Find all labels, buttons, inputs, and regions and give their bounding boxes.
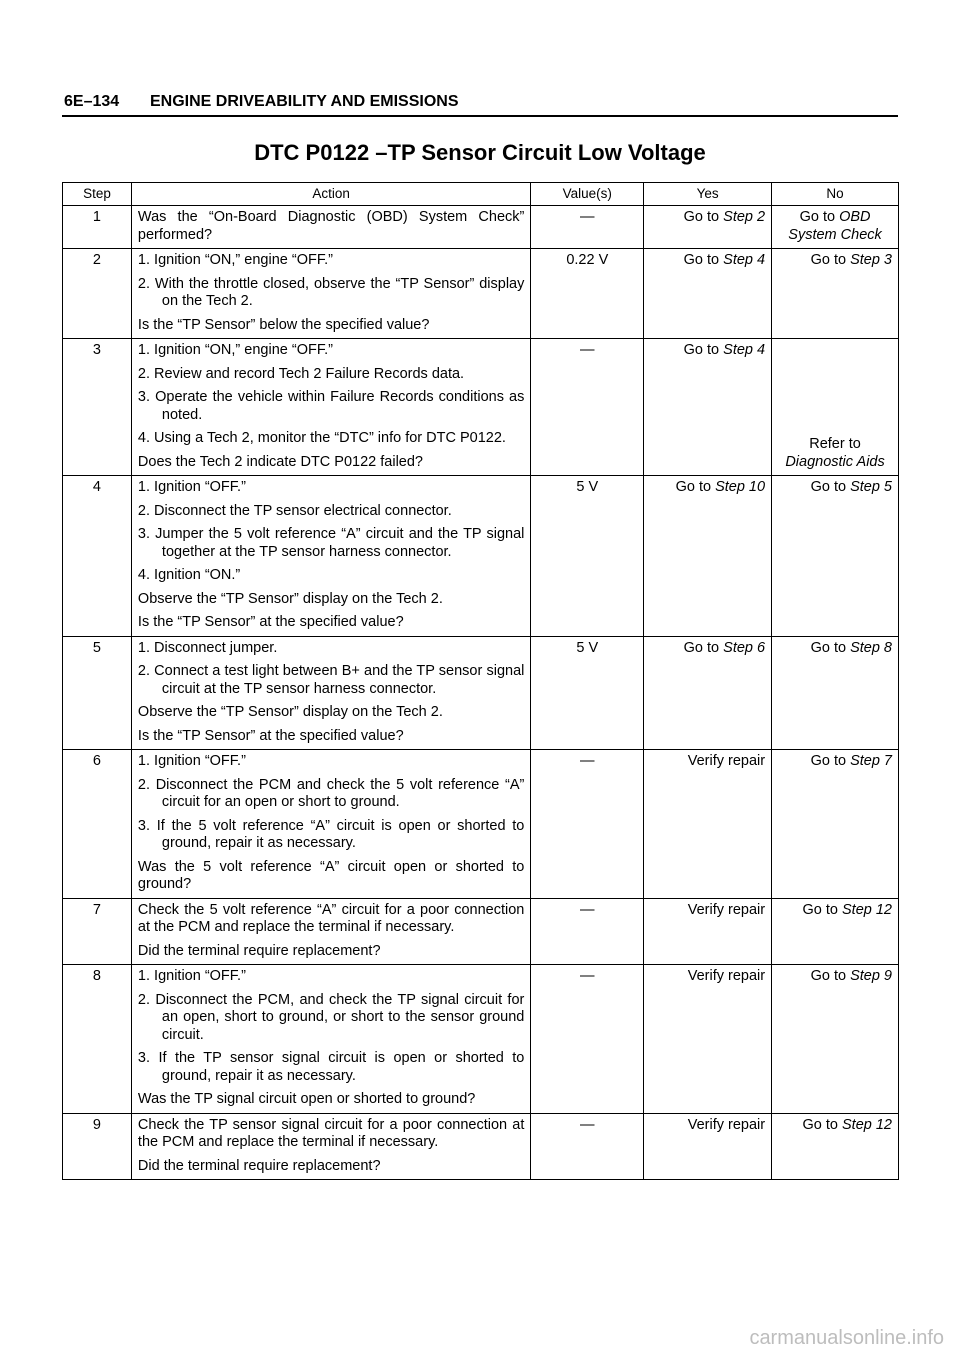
table-row xyxy=(63,206,899,249)
action-paragraph: Check the TP sensor signal circuit for a poor connection at the PCM and replace the terminal if necessary. xyxy=(137,1116,525,1150)
yes-cell xyxy=(644,636,772,750)
table-row xyxy=(63,750,899,899)
diagnostic-table xyxy=(62,182,899,1180)
yes-prefix: Go to xyxy=(683,639,720,656)
no-link[interactable]: Step 5 xyxy=(850,479,892,495)
no-cell xyxy=(772,1113,899,1180)
value-cell: — xyxy=(531,898,644,965)
table-header-row xyxy=(63,183,899,206)
col-no: No xyxy=(772,183,899,206)
action-note: Observe the “TP Sensor” display on the Tech 2. xyxy=(137,704,443,720)
no-link[interactable]: Step 12 xyxy=(842,1116,892,1133)
action-cell xyxy=(131,339,530,476)
yes-cell: Verify repair xyxy=(644,750,772,899)
action-cell xyxy=(131,1113,530,1180)
action-cell xyxy=(131,636,530,750)
no-cell xyxy=(772,206,899,249)
table-row xyxy=(63,636,899,750)
no-prefix: Go to xyxy=(799,209,836,225)
action-question: Was the 5 volt reference “A” circuit open or shorted to ground? xyxy=(137,858,525,892)
action-item: 2. Connect a test light between B+ and the TP sensor signal circuit at the TP sensor harness connector. xyxy=(137,663,525,697)
action-item: 2. Disconnect the TP sensor electrical connector. xyxy=(137,502,452,519)
action-cell xyxy=(131,249,530,339)
action-cell xyxy=(131,965,530,1114)
step-number: 9 xyxy=(63,1113,132,1180)
step-number: 5 xyxy=(63,636,132,750)
no-prefix: Go to xyxy=(810,252,847,268)
action-question: Does the Tech 2 indicate DTC P0122 failed? xyxy=(137,453,423,470)
no-prefix: Go to xyxy=(810,968,847,984)
value-cell: — xyxy=(531,965,644,1114)
action-item: 1. Ignition “OFF.” xyxy=(137,968,246,984)
table-row xyxy=(63,965,899,1114)
value-cell: — xyxy=(531,339,644,476)
page-header xyxy=(62,93,898,117)
step-number: 3 xyxy=(63,339,132,476)
step-number: 1 xyxy=(63,206,132,249)
no-prefix: Go to xyxy=(810,639,847,656)
no-link[interactable]: OBD System Check xyxy=(788,209,882,243)
step-number: 8 xyxy=(63,965,132,1114)
yes-link[interactable]: Step 4 xyxy=(723,342,766,358)
action-item: 2. With the throttle closed, observe the “TP Sensor” display on the Tech 2. xyxy=(137,275,525,309)
action-cell xyxy=(131,476,530,637)
action-item: 3. If the TP sensor signal circuit is open or shorted to ground, repair it as necessary. xyxy=(137,1050,525,1084)
table-row xyxy=(63,339,899,476)
yes-prefix: Go to xyxy=(675,479,712,495)
yes-cell: Verify repair xyxy=(644,898,772,965)
no-link[interactable]: Step 3 xyxy=(850,252,892,268)
action-item: 3. Operate the vehicle within Failure Records conditions as noted. xyxy=(137,389,525,423)
yes-cell xyxy=(644,206,772,249)
action-cell xyxy=(131,750,530,899)
no-prefix: Go to xyxy=(802,901,838,918)
no-cell xyxy=(772,898,899,965)
action-item: 2. Review and record Tech 2 Failure Records data. xyxy=(137,365,465,382)
action-item: 3. Jumper the 5 volt reference “A” circuit and the TP signal together at the TP sensor harness connector. xyxy=(137,526,525,560)
yes-prefix: Go to xyxy=(683,209,720,225)
watermark: carmanualsonline.info xyxy=(749,1327,944,1349)
action-cell xyxy=(131,206,530,249)
table-row xyxy=(63,1113,899,1180)
col-yes: Yes xyxy=(644,183,772,206)
no-link[interactable]: Step 7 xyxy=(850,753,892,769)
action-item: 1. Ignition “ON,” engine “OFF.” xyxy=(137,252,333,268)
no-cell xyxy=(772,750,899,899)
action-note: Observe the “TP Sensor” display on the Tech 2. xyxy=(137,590,443,607)
yes-cell xyxy=(644,339,772,476)
action-question: Was the “On-Board Diagnostic (OBD) System Check” performed? xyxy=(137,209,525,243)
action-item: 3. If the 5 volt reference “A” circuit is open or shorted to ground, repair it as necessary. xyxy=(137,817,525,851)
no-link[interactable]: Diagnostic Aids xyxy=(785,453,885,470)
no-link[interactable]: Step 9 xyxy=(850,968,892,984)
yes-cell: Verify repair xyxy=(644,965,772,1114)
step-number: 4 xyxy=(63,476,132,637)
table-row xyxy=(63,898,899,965)
yes-prefix: Go to xyxy=(683,252,720,268)
action-item: 1. Disconnect jumper. xyxy=(137,639,278,656)
value-cell: 5 V xyxy=(531,636,644,750)
table-row xyxy=(63,249,899,339)
action-item: 1. Ignition “OFF.” xyxy=(137,753,246,769)
yes-link[interactable]: Step 10 xyxy=(715,479,766,495)
action-question: Is the “TP Sensor” at the specified value? xyxy=(137,614,404,630)
page-number: 6E–134 xyxy=(64,93,120,110)
step-number: 6 xyxy=(63,750,132,899)
step-number: 7 xyxy=(63,898,132,965)
action-paragraph: Check the 5 volt reference “A” circuit for a poor connection at the PCM and replace the terminal if necessary. xyxy=(137,901,525,935)
action-question: Is the “TP Sensor” below the specified value? xyxy=(137,316,430,333)
yes-link[interactable]: Step 4 xyxy=(723,252,766,268)
col-step: Step xyxy=(63,183,132,206)
action-item: 4. Ignition “ON.” xyxy=(137,567,241,583)
no-cell xyxy=(772,476,899,637)
yes-cell: Verify repair xyxy=(644,1113,772,1180)
value-cell: — xyxy=(531,1113,644,1180)
no-prefix: Refer to xyxy=(809,436,861,452)
no-prefix: Go to xyxy=(802,1116,838,1133)
action-question: Is the “TP Sensor” at the specified value? xyxy=(137,727,404,744)
value-cell: — xyxy=(531,750,644,899)
yes-cell xyxy=(644,476,772,637)
no-cell xyxy=(772,636,899,750)
yes-link[interactable]: Step 6 xyxy=(723,639,766,656)
no-link[interactable]: Step 8 xyxy=(850,639,892,656)
col-action: Action xyxy=(131,183,530,206)
no-cell xyxy=(772,339,899,476)
action-item: 2. Disconnect the PCM, and check the TP signal circuit for an open, short to ground, or short to the sensor ground circuit. xyxy=(137,991,525,1043)
no-prefix: Go to xyxy=(810,479,847,495)
action-cell xyxy=(131,898,530,965)
step-number: 2 xyxy=(63,249,132,339)
col-values: Value(s) xyxy=(531,183,644,206)
action-item: 1. Ignition “ON,” engine “OFF.” xyxy=(137,342,333,358)
no-prefix: Go to xyxy=(810,753,847,769)
yes-prefix: Go to xyxy=(683,342,720,358)
value-cell: 5 V xyxy=(531,476,644,637)
table-row xyxy=(63,476,899,637)
action-item: 4. Using a Tech 2, monitor the “DTC” info for DTC P0122. xyxy=(137,430,506,446)
yes-link[interactable]: Step 2 xyxy=(723,209,766,225)
no-cell xyxy=(772,965,899,1114)
value-cell: — xyxy=(531,206,644,249)
action-question: Was the TP signal circuit open or shorted to ground? xyxy=(137,1091,476,1107)
action-question: Did the terminal require replacement? xyxy=(137,1157,381,1174)
no-cell xyxy=(772,249,899,339)
action-item: 1. Ignition “OFF.” xyxy=(137,479,246,495)
action-item: 2. Disconnect the PCM and check the 5 volt reference “A” circuit for an open or short to ground. xyxy=(137,776,525,810)
action-question: Did the terminal require replacement? xyxy=(137,942,381,959)
value-cell: 0.22 V xyxy=(531,249,644,339)
no-link[interactable]: Step 12 xyxy=(842,901,892,918)
yes-cell xyxy=(644,249,772,339)
page-title: DTC P0122 –TP Sensor Circuit Low Voltage xyxy=(254,140,706,165)
section-title: ENGINE DRIVEABILITY AND EMISSIONS xyxy=(150,93,459,110)
